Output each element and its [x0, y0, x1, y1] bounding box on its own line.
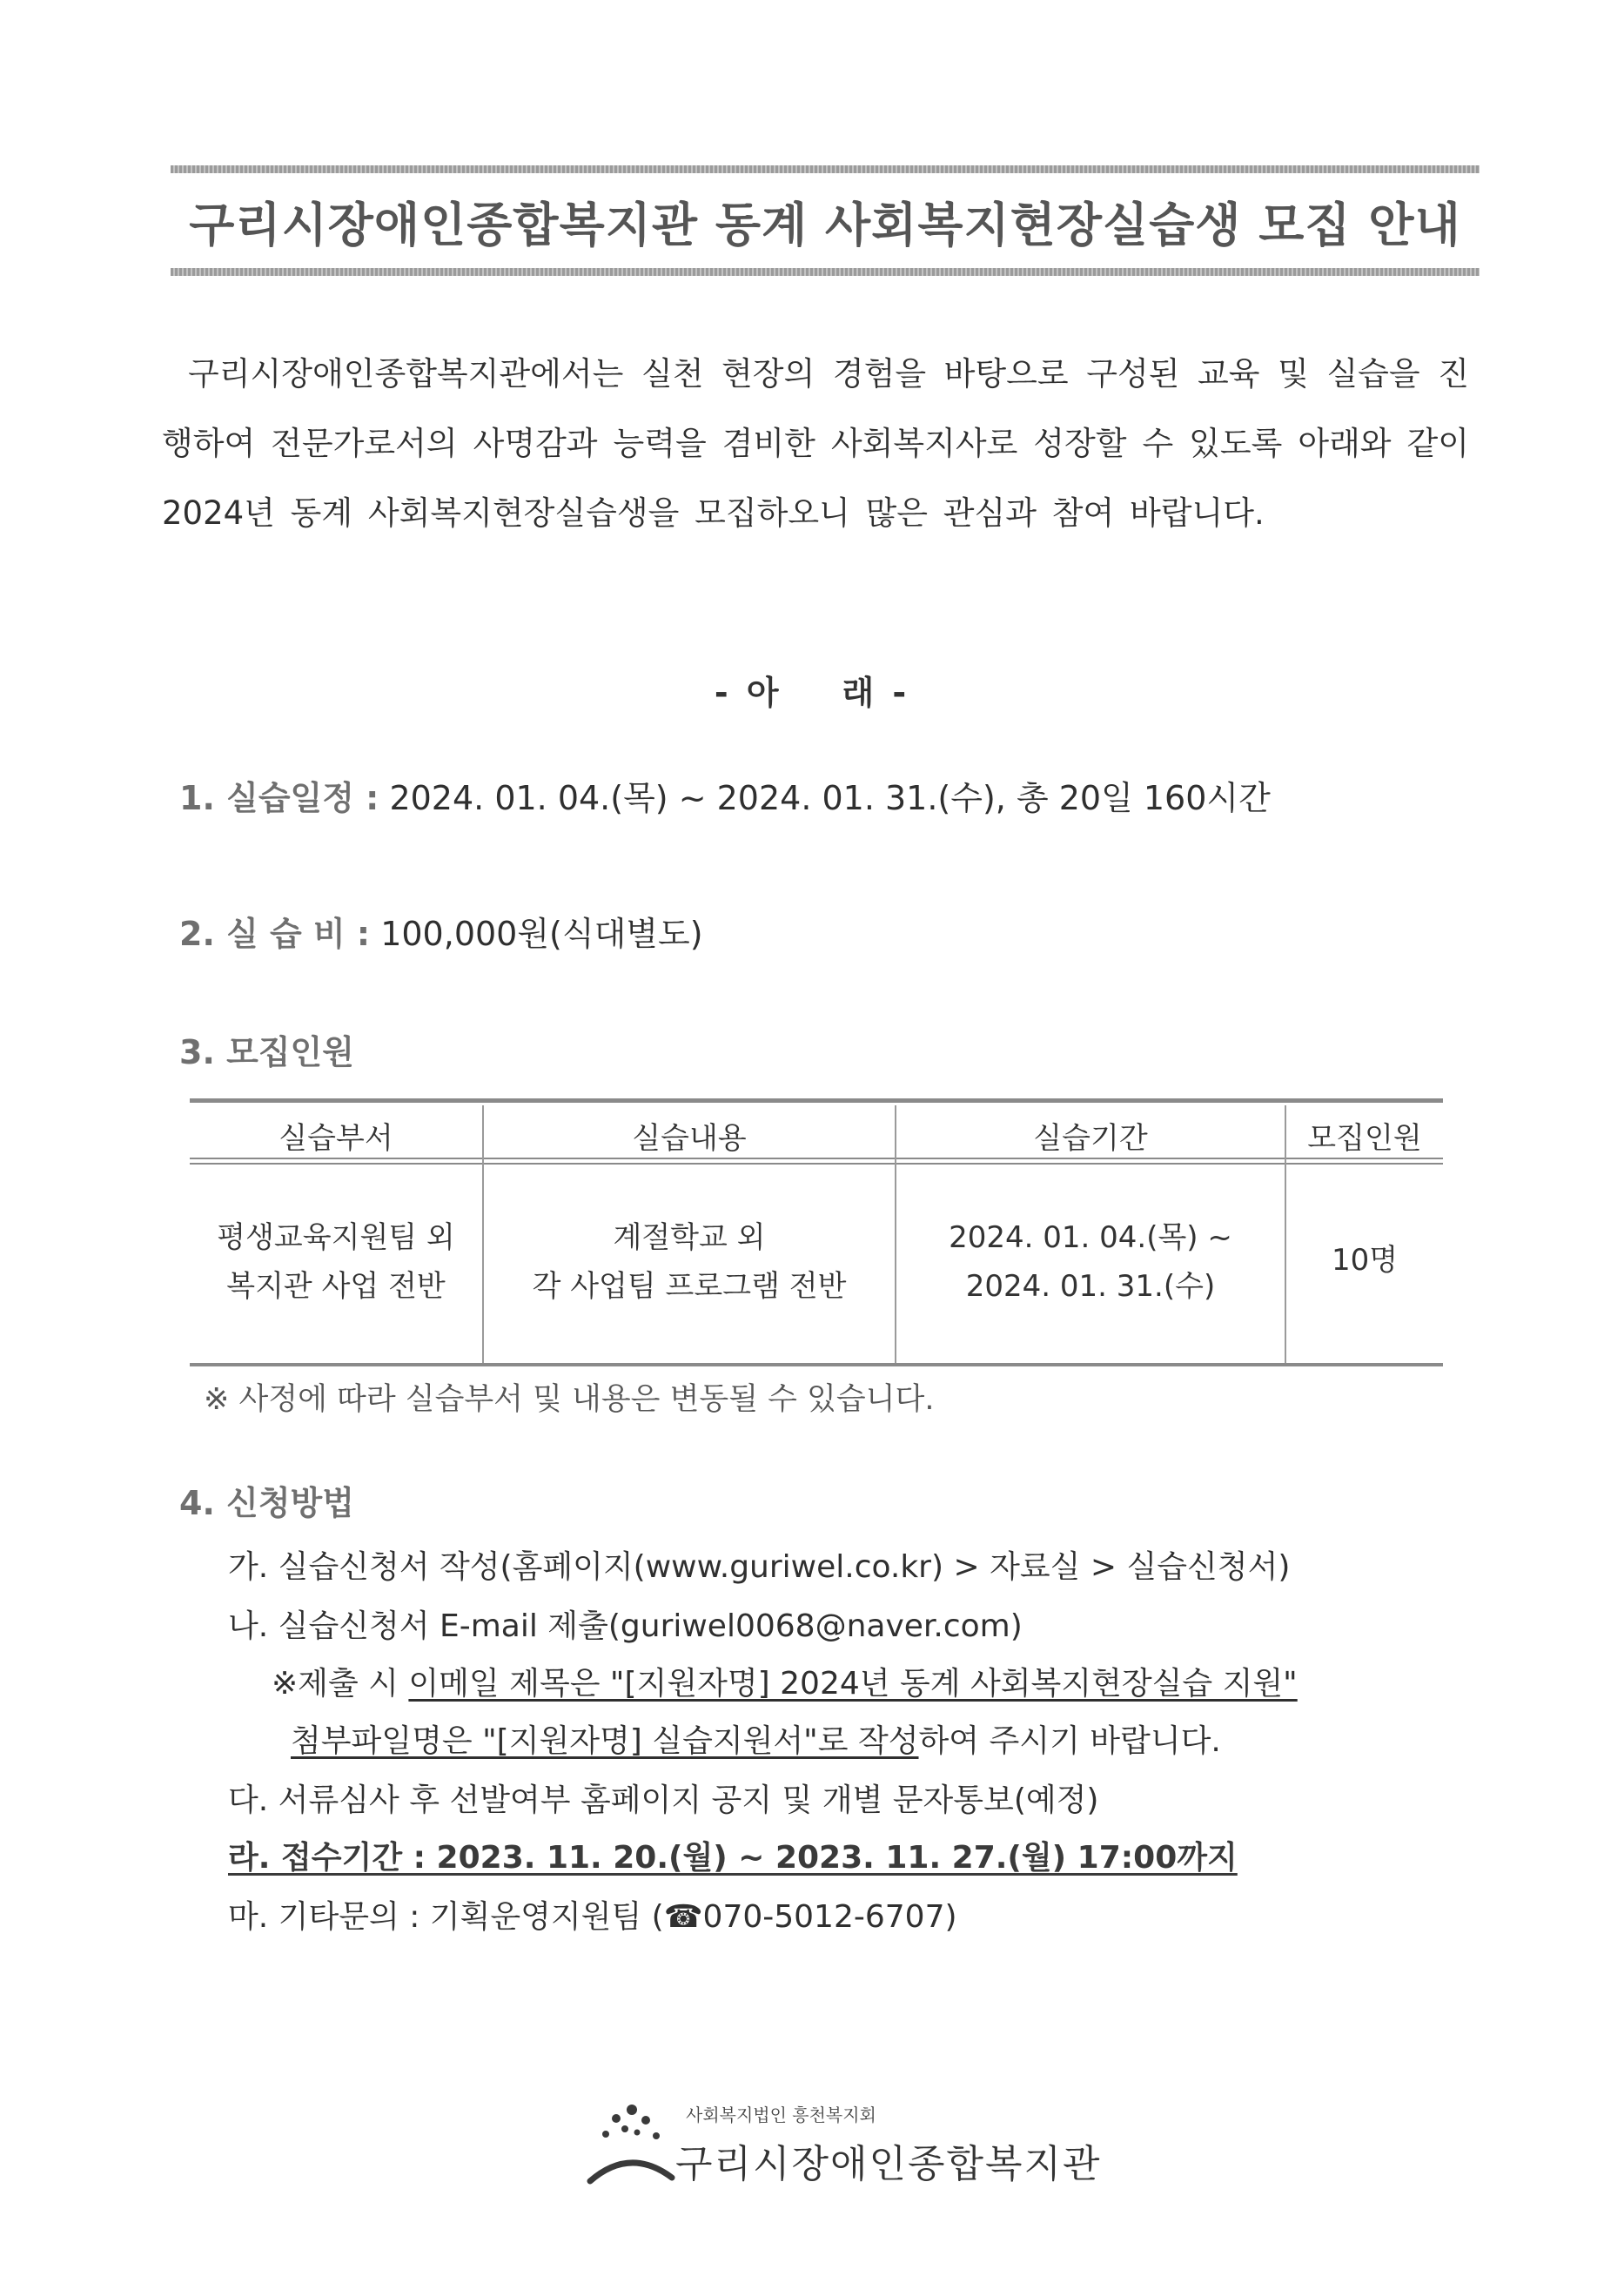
apply-heading: 4. 신청방법	[179, 1484, 354, 1522]
note-suffix: 하여 주시기 바랍니다.	[918, 1723, 1221, 1759]
section-recruit	[179, 1025, 354, 1073]
note-prefix: ※제출 시	[272, 1666, 409, 1702]
table-rule-header-2	[190, 1163, 1443, 1165]
schedule-heading: 1. 실습일정 :	[179, 779, 379, 817]
table-cell-period	[896, 1213, 1285, 1311]
apply-item-na: 나. 실습신청서 E-mail 제출(guriwel0068@naver.com)	[228, 1608, 1023, 1644]
logo-center-name: 구리시장애인종합복지관	[675, 2142, 1102, 2186]
section-schedule	[179, 771, 1271, 819]
title-band	[171, 165, 1480, 277]
apply-item-ra: 라. 접수기간 : 2023. 11. 20.(월) ~ 2023. 11. 27.(월) 17:00까지	[228, 1840, 1238, 1876]
title-rule-top	[171, 165, 1480, 173]
attachment-name-rule: 첨부파일명은 "[지원자명] 실습지원서"로 작성	[291, 1723, 919, 1759]
phone-icon: ☎	[663, 1899, 703, 1935]
period-line: 2024. 01. 31.(수)	[965, 1269, 1216, 1304]
period-line: 2024. 01. 04.(목) ~	[949, 1220, 1232, 1255]
table-header-count: 모집인원	[1307, 1121, 1422, 1156]
table-rule-bottom	[190, 1363, 1443, 1366]
table-cell-dept	[190, 1213, 482, 1311]
logo-mark-icon	[581, 2098, 677, 2193]
apply-item-ga: 가. 실습신청서 작성(홈페이지(www.guriwel.co.kr) > 자료실 > 실습신청서)	[228, 1549, 1291, 1585]
section-apply	[179, 1476, 354, 1524]
table-note: ※ 사정에 따라 실습부서 및 내용은 변동될 수 있습니다.	[204, 1382, 935, 1417]
dept-line: 평생교육지원팀 외	[217, 1220, 455, 1255]
content-line: 계절학교 외	[613, 1220, 766, 1255]
page-title: 구리시장애인종합복지관 동계 사회복지현장실습생 모집 안내	[189, 198, 1461, 252]
table-cell-count: 10명	[1331, 1243, 1399, 1278]
email-subject-rule: 이메일 제목은 "[지원자명] 2024년 동계 사회복지현장실습 지원"	[408, 1666, 1298, 1702]
apply-item-da: 다. 서류심사 후 선발여부 홈페이지 공지 및 개별 문자통보(예정)	[228, 1782, 1099, 1818]
table-header-dept: 실습부서	[278, 1121, 393, 1156]
fee-heading: 2. 실 습 비 :	[179, 915, 371, 953]
dept-line: 복지관 사업 전반	[226, 1269, 446, 1304]
apply-note-1	[272, 1659, 1298, 1703]
fee-value: 100,000원(식대별도)	[370, 915, 703, 953]
logo-foundation-name: 사회복지법인 흥천복지회	[686, 2105, 876, 2125]
table-header-content: 실습내용	[632, 1121, 747, 1156]
content-line: 각 사업팀 프로그램 전반	[532, 1269, 847, 1304]
section-fee	[179, 907, 703, 955]
intro-paragraph: 구리시장애인종합복지관에서는 실천 현장의 경험을 바탕으로 구성된 교육 및 실습을 진행하여 전문가로서의 사명감과 능력을 겸비한 사회복지사로 성장할 수 있도록 아래와 같이 2024년 동계 사회복지현장실습생을 모집하오니 많은 관심과 참여 바랍니다.	[162, 355, 1469, 532]
recruit-heading: 3. 모집인원	[179, 1033, 354, 1071]
table-cell-content	[484, 1213, 895, 1311]
table-rule-top	[190, 1098, 1443, 1103]
table-header-period: 실습기간	[1033, 1121, 1148, 1156]
inquiry-phone: 070-5012-6707)	[702, 1899, 957, 1935]
apply-item-ma	[228, 1892, 957, 1937]
recruit-table	[190, 1098, 1443, 1370]
apply-note-2	[291, 1716, 1221, 1761]
inquiry-label: 마. 기타문의 : 기획운영지원팀 (	[228, 1899, 664, 1935]
title-rule-bottom	[171, 268, 1480, 276]
section-marker: - 아 래 -	[714, 674, 910, 712]
schedule-value: 2024. 01. 04.(목) ~ 2024. 01. 31.(수), 총 20일 160시간	[379, 779, 1271, 817]
footer-logo	[581, 2098, 1102, 2193]
